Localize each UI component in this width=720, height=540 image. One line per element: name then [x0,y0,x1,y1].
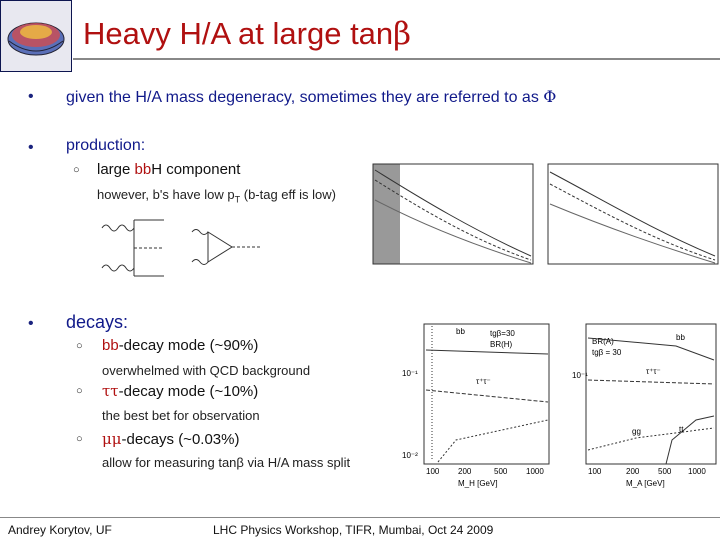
bullet-production: production: [66,137,146,154]
svg-text:tgβ = 30: tgβ = 30 [592,348,622,357]
bullet-dot: • [28,139,34,156]
svg-text:BR(H): BR(H) [490,340,513,349]
sub-bullet-circle: ○ [76,340,83,352]
svg-text:100: 100 [588,467,602,476]
note-mass-split: allow for measuring tanβ via H/A mass split [102,455,351,470]
feynman-diagrams [92,210,272,280]
sub-bullet-bbh: large bbH component [97,161,241,178]
svg-text:10⁻¹: 10⁻¹ [572,371,588,380]
page-title: Heavy H/A at large tanβ [83,16,412,52]
svg-text:100: 100 [426,467,440,476]
title-bar [73,0,720,55]
svg-text:200: 200 [458,467,472,476]
note-best-bet: the best bet for observation [102,408,260,423]
sub-bullet-circle: ○ [76,433,83,445]
bullet-degeneracy: given the H/A mass degeneracy, sometimes they are referred to as Φ [66,87,557,106]
svg-text:gg: gg [632,427,641,436]
svg-text:500: 500 [494,467,508,476]
logo-image [0,0,72,72]
svg-text:1000: 1000 [526,467,544,476]
sub-bullet-circle: ○ [76,385,83,397]
footer-author: Andrey Korytov, UF [8,523,112,537]
svg-text:10⁻²: 10⁻² [402,451,418,460]
svg-text:M_H [GeV]: M_H [GeV] [458,479,498,488]
svg-text:200: 200 [626,467,640,476]
bullet-decays: decays: [66,312,129,332]
production-cross-section-plots [363,160,720,268]
footer-event: LHC Physics Workshop, TIFR, Mumbai, Oct 24 2009 [213,523,494,537]
note-low-pt: however, b's have low $p_T$ (b-tag eff is low) [97,187,336,205]
svg-text:10⁻¹: 10⁻¹ [402,369,418,378]
sub-bullet-bb-decay: bb-decay mode (~90%) [102,337,259,354]
svg-text:τ⁺τ⁻: τ⁺τ⁻ [646,367,661,376]
footer-divider [0,517,720,518]
svg-text:bb: bb [676,333,685,342]
branching-ratio-plots [396,320,720,490]
svg-text:tt: tt [679,425,684,434]
bullet-dot: • [28,315,34,332]
sub-bullet-mumu-decay: μμ-decays (~0.03%) [102,430,240,448]
svg-text:bb: bb [456,327,465,336]
svg-text:BR(A): BR(A) [592,337,614,346]
title-divider [73,58,720,60]
svg-text:M_A [GeV]: M_A [GeV] [626,479,665,488]
sub-bullet-circle: ○ [73,164,80,176]
svg-text:τ⁺τ⁻: τ⁺τ⁻ [476,377,491,386]
bullet-dot: • [28,88,34,105]
note-qcd-background: overwhelmed with QCD background [102,363,311,378]
sub-bullet-tautau-decay: ττ-decay mode (~10%) [102,382,259,400]
svg-text:tgβ=30: tgβ=30 [490,329,515,338]
svg-text:500: 500 [658,467,672,476]
svg-text:1000: 1000 [688,467,706,476]
